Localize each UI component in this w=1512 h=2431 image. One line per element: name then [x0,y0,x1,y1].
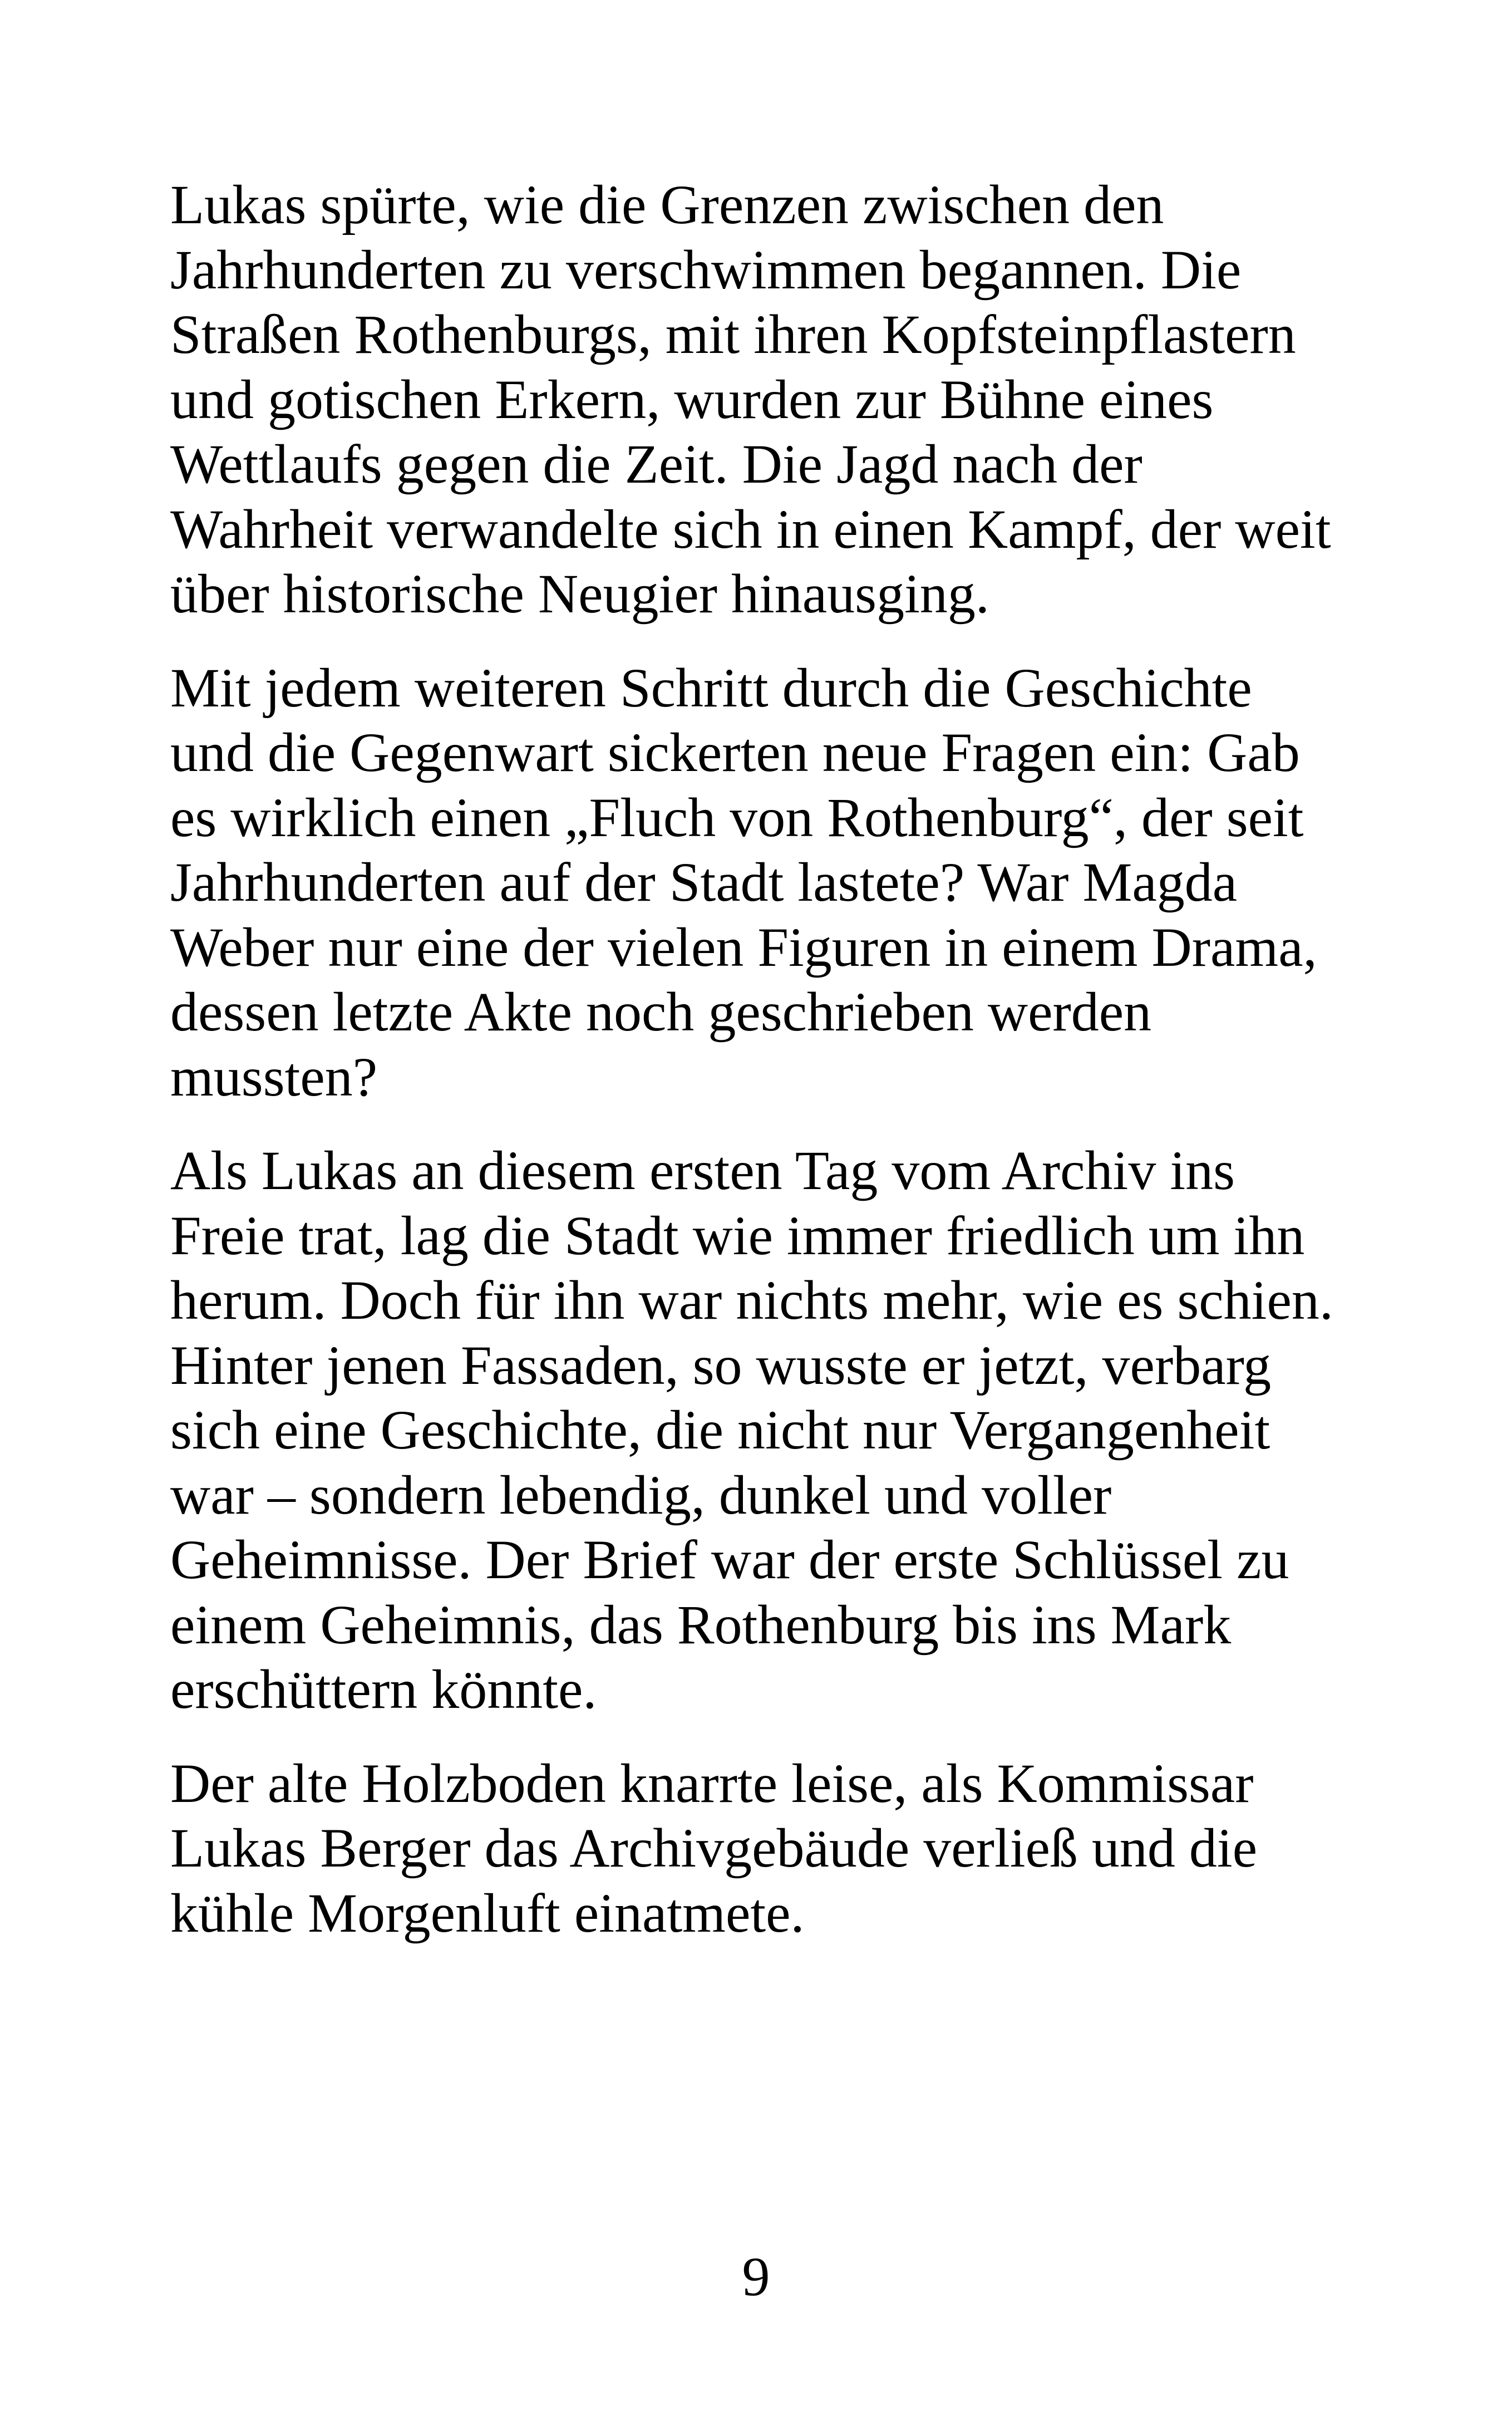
body-text [170,173,1361,1975]
text-line: Lukas Berger das Archivgebäude verließ und die [170,1817,1258,1879]
text-line: Lukas spürte, wie die Grenzen zwischen den [170,174,1164,235]
text-line: über historische Neugier hinausging. [170,563,989,625]
text-line: Mit jedem weiteren Schritt durch die Geschichte [170,656,1252,719]
text-line: Wahrheit verwandelte sich in einen Kampf, der weit [170,498,1331,560]
text-line: Weber nur eine der vielen Figuren in einem Drama, [170,916,1317,978]
text-line: dessen letzte Akte noch geschrieben werden [170,981,1152,1043]
text-line: einem Geheimnis, das Rothenburg bis ins Mark [170,1593,1232,1656]
text-line: sich eine Geschichte, die nicht nur Vergangenheit [170,1399,1270,1461]
text-line: Wettlaufs gegen die Zeit. Die Jagd nach der [170,433,1142,495]
text-line: erschüttern könnte. [170,1658,597,1720]
text-line: Der alte Holzboden knarrte leise, als Kommissar [170,1752,1254,1814]
paragraph-2 [170,656,1361,1110]
text-line: und gotischen Erkern, wurden zur Bühne eines [170,368,1214,430]
text-line: Jahrhunderten zu verschwimmen begannen. Die [170,238,1242,301]
text-line: Geheimnisse. Der Brief war der erste Schlüssel zu [170,1529,1289,1590]
paragraph-3 [170,1138,1361,1722]
text-line: Als Lukas an diesem ersten Tag vom Archiv ins [170,1140,1235,1201]
text-line: mussten? [170,1045,378,1108]
paragraph-1 [170,173,1361,627]
text-line: kühle Morgenluft einatmete. [170,1882,805,1944]
paragraph-4 [170,1751,1361,1946]
text-line: herum. Doch für ihn war nichts mehr, wie es schien. [170,1269,1333,1331]
text-line: Hinter jenen Fassaden, so wusste er jetzt, verbarg [170,1334,1272,1396]
text-line: und die Gegenwart sickerten neue Fragen ein: Gab [170,721,1300,783]
text-line: Straßen Rothenburgs, mit ihren Kopfsteinpflastern [170,303,1296,365]
text-line: Jahrhunderten auf der Stadt lastete? War Magda [170,851,1238,913]
text-line: es wirklich einen „Fluch von Rothenburg“, der seit [170,786,1304,848]
text-line: Freie trat, lag die Stadt wie immer friedlich um ihn [170,1204,1305,1266]
page-number: 9 [742,2246,770,2307]
text-line: war – sondern lebendig, dunkel und voller [170,1463,1112,1526]
